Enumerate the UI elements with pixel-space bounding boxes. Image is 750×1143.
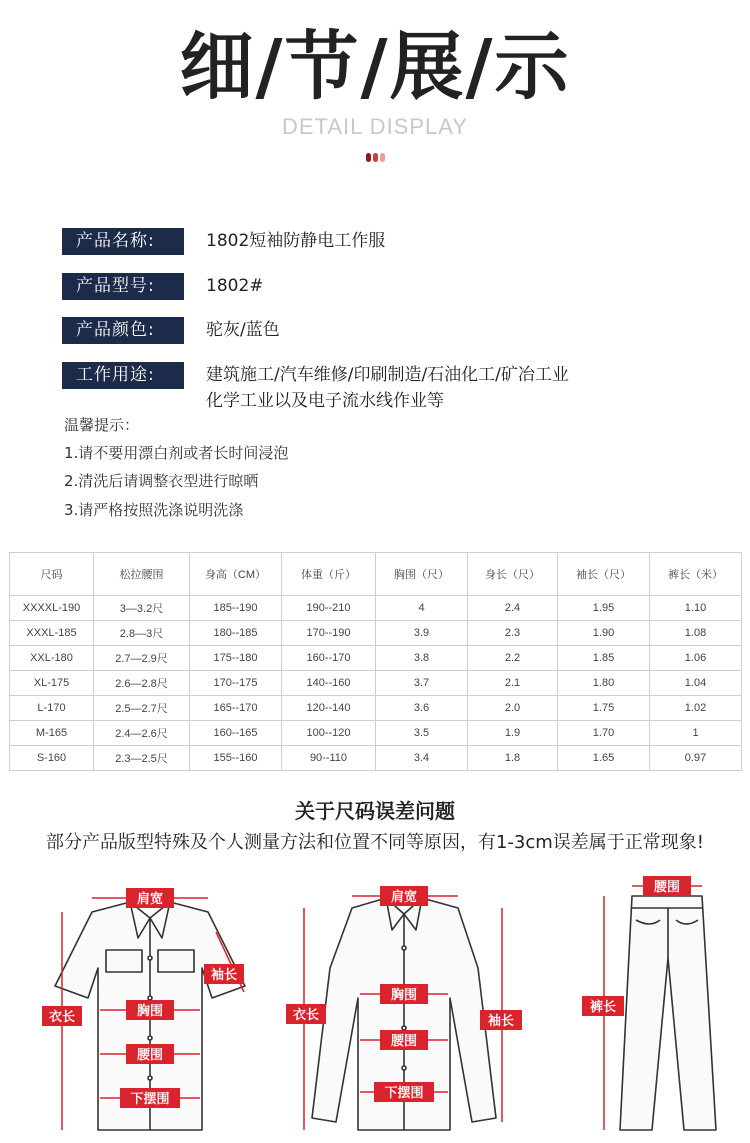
- table-cell: 3.6: [376, 696, 468, 721]
- table-cell: 1.80: [558, 671, 650, 696]
- table-cell: 160--165: [190, 721, 282, 746]
- svg-text:裤长: 裤长: [589, 1000, 617, 1015]
- table-cell: 1.04: [650, 671, 742, 696]
- length-tag: [286, 1004, 326, 1024]
- svg-text:下摆围: 下摆围: [384, 1086, 424, 1101]
- table-header-cell: 裤长（米）: [650, 553, 742, 596]
- product-usage-value-line2: 化学工业以及电子流水线作业等: [206, 391, 444, 411]
- product-color-label: 产品颜色:: [62, 317, 184, 344]
- table-cell: 185--190: [190, 596, 282, 621]
- size-table: [9, 552, 742, 771]
- product-color-value: 驼灰/蓝色: [206, 320, 280, 340]
- table-cell: 190--210: [282, 596, 376, 621]
- table-cell: 1.75: [558, 696, 650, 721]
- table-cell: S-160: [10, 746, 94, 771]
- table-cell: 165--170: [190, 696, 282, 721]
- table-cell: 2.7—2.9尺: [94, 646, 190, 671]
- length-tag: [42, 1006, 82, 1026]
- table-header-cell: 身高（CM）: [190, 553, 282, 596]
- table-cell: XXL-180: [10, 646, 94, 671]
- table-cell: 1: [650, 721, 742, 746]
- long-sleeve-shirt-diagram: [282, 868, 532, 1140]
- table-cell: 1.70: [558, 721, 650, 746]
- table-cell: 120--140: [282, 696, 376, 721]
- table-cell: 170--190: [282, 621, 376, 646]
- svg-text:衣长: 衣长: [48, 1010, 76, 1025]
- pants-waist-tag: [643, 876, 691, 896]
- product-name-value: 1802短袖防静电工作服: [206, 231, 386, 251]
- dot-icon: [373, 153, 378, 162]
- table-cell: 160--170: [282, 646, 376, 671]
- table-cell: 2.3—2.5尺: [94, 746, 190, 771]
- sleeve-tag: [204, 964, 244, 984]
- svg-text:肩宽: 肩宽: [390, 890, 418, 905]
- table-cell: 2.6—2.8尺: [94, 671, 190, 696]
- table-cell: 3.8: [376, 646, 468, 671]
- table-row: [10, 646, 742, 671]
- pants-length-tag: [582, 996, 624, 1016]
- shoulder-tag: [126, 888, 174, 908]
- table-cell: 2.4—2.6尺: [94, 721, 190, 746]
- sleeve-tag: [480, 1010, 522, 1030]
- page-subtitle: DETAIL DISPLAY: [282, 114, 468, 139]
- table-header-row: [10, 553, 742, 596]
- table-cell: 1.02: [650, 696, 742, 721]
- hem-tag: [120, 1088, 180, 1108]
- table-row: [10, 696, 742, 721]
- table-header-cell: 袖长（尺）: [558, 553, 650, 596]
- table-cell: 175--180: [190, 646, 282, 671]
- table-header-cell: 松拉腰围: [94, 553, 190, 596]
- table-cell: XXXXL-190: [10, 596, 94, 621]
- table-cell: 4: [376, 596, 468, 621]
- table-cell: 155--160: [190, 746, 282, 771]
- table-cell: 1.06: [650, 646, 742, 671]
- table-row: [10, 721, 742, 746]
- svg-text:下摆围: 下摆围: [130, 1092, 170, 1107]
- svg-text:腰围: 腰围: [653, 880, 681, 895]
- table-header-cell: 体重（斤）: [282, 553, 376, 596]
- tip-item: 2.清洗后请调整衣型进行晾晒: [64, 472, 259, 490]
- product-name-label: 产品名称:: [62, 228, 184, 255]
- page-title: 细/节/展/示: [179, 24, 571, 110]
- table-cell: 3—3.2尺: [94, 596, 190, 621]
- product-model-label: 产品型号:: [62, 273, 184, 300]
- table-cell: 3.5: [376, 721, 468, 746]
- product-model-value: 1802#: [206, 276, 264, 296]
- pants-illustration: [620, 896, 716, 1130]
- table-cell: 100--120: [282, 721, 376, 746]
- table-cell: 1.10: [650, 596, 742, 621]
- table-cell: 1.9: [468, 721, 558, 746]
- tip-item: 3.请严格按照洗涤说明洗涤: [64, 501, 244, 519]
- table-cell: 1.90: [558, 621, 650, 646]
- svg-text:腰围: 腰围: [136, 1048, 164, 1063]
- table-row: [10, 596, 742, 621]
- tips-title: 温馨提示：: [64, 416, 140, 434]
- table-cell: 90--110: [282, 746, 376, 771]
- table-row: [10, 671, 742, 696]
- chest-tag: [380, 984, 428, 1004]
- waist-tag: [380, 1030, 428, 1050]
- svg-text:胸围: 胸围: [136, 1004, 164, 1019]
- chest-tag: [126, 1000, 174, 1020]
- hem-tag: [374, 1082, 434, 1102]
- svg-text:腰围: 腰围: [390, 1034, 418, 1049]
- table-cell: M-165: [10, 721, 94, 746]
- table-header-cell: 胸围（尺）: [376, 553, 468, 596]
- table-cell: 3.4: [376, 746, 468, 771]
- table-cell: 140--160: [282, 671, 376, 696]
- table-cell: 170--175: [190, 671, 282, 696]
- table-cell: 1.8: [468, 746, 558, 771]
- table-cell: 2.8—3尺: [94, 621, 190, 646]
- table-cell: 0.97: [650, 746, 742, 771]
- table-cell: 180--185: [190, 621, 282, 646]
- table-cell: 2.3: [468, 621, 558, 646]
- table-cell: 1.85: [558, 646, 650, 671]
- svg-text:衣长: 衣长: [292, 1008, 320, 1023]
- dot-icon: [380, 153, 385, 162]
- shoulder-tag: [380, 886, 428, 906]
- table-cell: XL-175: [10, 671, 94, 696]
- table-cell: 1.95: [558, 596, 650, 621]
- table-cell: 3.9: [376, 621, 468, 646]
- dot-icon: [366, 153, 371, 162]
- product-usage-label: 工作用途:: [62, 362, 184, 389]
- table-cell: L-170: [10, 696, 94, 721]
- svg-text:肩宽: 肩宽: [136, 892, 164, 907]
- table-cell: 1.65: [558, 746, 650, 771]
- notice-text: 部分产品版型特殊及个人测量方法和位置不同等原因，有1-3cm误差属于正常现象!: [45, 832, 705, 853]
- table-cell: 2.0: [468, 696, 558, 721]
- pants-diagram: [570, 868, 740, 1140]
- svg-text:袖长: 袖长: [210, 968, 238, 983]
- table-row: [10, 746, 742, 771]
- decorative-dots: [364, 153, 388, 163]
- svg-text:袖长: 袖长: [487, 1014, 515, 1029]
- table-cell: 2.2: [468, 646, 558, 671]
- table-cell: XXXL-185: [10, 621, 94, 646]
- table-cell: 2.4: [468, 596, 558, 621]
- table-cell: 3.7: [376, 671, 468, 696]
- short-sleeve-shirt-diagram: [30, 868, 260, 1140]
- table-row: [10, 621, 742, 646]
- table-cell: 2.5—2.7尺: [94, 696, 190, 721]
- notice-title: 关于尺码误差问题: [295, 799, 455, 823]
- waist-tag: [126, 1044, 174, 1064]
- table-header-cell: 身长（尺）: [468, 553, 558, 596]
- table-header-cell: 尺码: [10, 553, 94, 596]
- product-usage-value: 建筑施工/汽车维修/印刷制造/石油化工/矿冶工业: [206, 365, 569, 385]
- table-cell: 1.08: [650, 621, 742, 646]
- svg-text:胸围: 胸围: [390, 988, 418, 1003]
- tip-item: 1.请不要用漂白剂或者长时间浸泡: [64, 444, 289, 462]
- table-cell: 2.1: [468, 671, 558, 696]
